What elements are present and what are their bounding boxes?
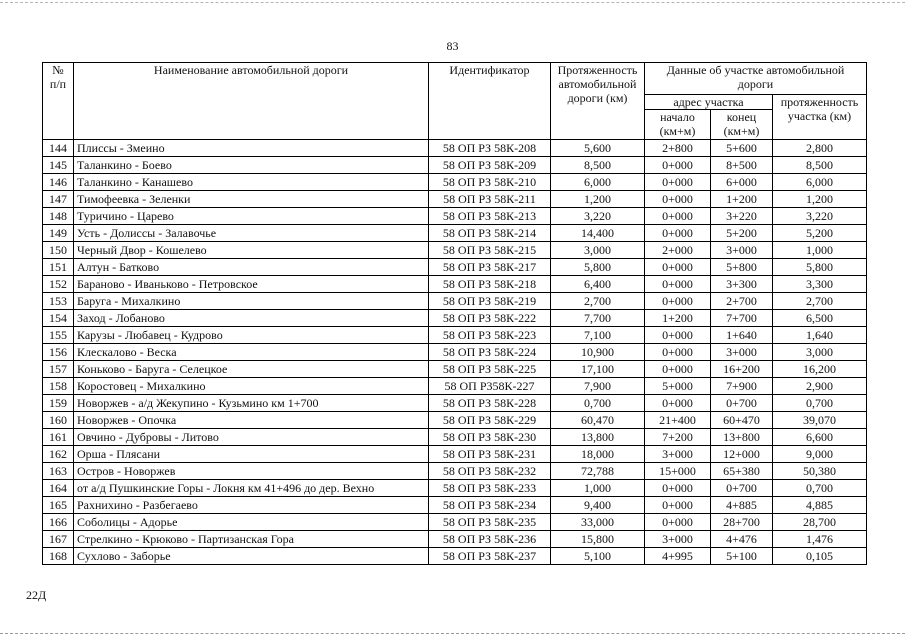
- cell-section-length: 2,700: [773, 293, 867, 310]
- cell-road-name: Плиссы - Змеино: [74, 140, 429, 157]
- cell-num: 163: [43, 463, 74, 480]
- cell-start: 0+000: [645, 293, 711, 310]
- cell-section-length: 6,000: [773, 174, 867, 191]
- cell-num: 158: [43, 378, 74, 395]
- cell-end: 3+300: [711, 276, 773, 293]
- cell-road-name: Заход - Лобаново: [74, 310, 429, 327]
- table-row: [43, 310, 867, 327]
- cell-identifier: 58 ОП РЗ 58К-217: [429, 259, 551, 276]
- scan-edge-top: [0, 2, 905, 3]
- cell-end: 3+220: [711, 208, 773, 225]
- cell-num: 155: [43, 327, 74, 344]
- table-row: [43, 412, 867, 429]
- cell-num: 148: [43, 208, 74, 225]
- cell-road-name: Коньково - Баруга - Селецкое: [74, 361, 429, 378]
- cell-road-name: Карузы - Любавец - Кудрово: [74, 327, 429, 344]
- cell-section-length: 6,500: [773, 310, 867, 327]
- cell-start: 0+000: [645, 327, 711, 344]
- cell-road-length: 2,700: [551, 293, 645, 310]
- cell-num: 164: [43, 480, 74, 497]
- cell-section-length: 1,200: [773, 191, 867, 208]
- cell-end: 16+200: [711, 361, 773, 378]
- table-row: [43, 463, 867, 480]
- cell-start: 0+000: [645, 191, 711, 208]
- cell-road-name: Баруга - Михалкино: [74, 293, 429, 310]
- table-body: [43, 140, 867, 565]
- cell-identifier: 58 ОП РЗ 58К-233: [429, 480, 551, 497]
- cell-start: 0+000: [645, 497, 711, 514]
- cell-end: 8+500: [711, 157, 773, 174]
- cell-identifier: 58 ОП РЗ 58К-208: [429, 140, 551, 157]
- footer-code: 22Д: [26, 588, 47, 602]
- cell-identifier: 58 ОП РЗ 58К-215: [429, 242, 551, 259]
- table-row: [43, 276, 867, 293]
- cell-start: 2+000: [645, 242, 711, 259]
- cell-num: 153: [43, 293, 74, 310]
- cell-end: 5+600: [711, 140, 773, 157]
- cell-num: 168: [43, 548, 74, 565]
- cell-end: 1+640: [711, 327, 773, 344]
- cell-section-length: 3,000: [773, 344, 867, 361]
- cell-road-length: 14,400: [551, 225, 645, 242]
- cell-num: 161: [43, 429, 74, 446]
- table-row: [43, 327, 867, 344]
- cell-end: 7+700: [711, 310, 773, 327]
- header-id: Идентификатор: [429, 63, 551, 140]
- cell-road-length: 72,788: [551, 463, 645, 480]
- table-row: [43, 531, 867, 548]
- cell-section-length: 0,105: [773, 548, 867, 565]
- cell-num: 165: [43, 497, 74, 514]
- cell-end: 12+000: [711, 446, 773, 463]
- cell-start: 3+000: [645, 446, 711, 463]
- cell-num: 162: [43, 446, 74, 463]
- cell-start: 0+000: [645, 514, 711, 531]
- cell-start: 0+000: [645, 344, 711, 361]
- table-row: [43, 395, 867, 412]
- cell-start: 0+000: [645, 480, 711, 497]
- cell-num: 146: [43, 174, 74, 191]
- cell-end: 3+000: [711, 344, 773, 361]
- table-row: [43, 514, 867, 531]
- cell-road-name: Рахнихино - Разбегаево: [74, 497, 429, 514]
- cell-end: 0+700: [711, 395, 773, 412]
- cell-road-length: 1,000: [551, 480, 645, 497]
- cell-start: 0+000: [645, 276, 711, 293]
- cell-road-length: 1,200: [551, 191, 645, 208]
- table-row: [43, 344, 867, 361]
- cell-start: 0+000: [645, 208, 711, 225]
- cell-section-length: 3,220: [773, 208, 867, 225]
- roads-table: [42, 62, 867, 565]
- cell-section-length: 4,885: [773, 497, 867, 514]
- cell-end: 1+200: [711, 191, 773, 208]
- header-length: Протяженность автомобильной дороги (км): [551, 63, 645, 140]
- cell-road-name: Новоржев - а/д Жекупино - Кузьмино км 1+700: [74, 395, 429, 412]
- cell-identifier: 58 ОП РЗ 58К-232: [429, 463, 551, 480]
- header-start: начало (км+м): [645, 110, 711, 140]
- cell-identifier: 58 ОП РЗ 58К-219: [429, 293, 551, 310]
- cell-road-length: 3,220: [551, 208, 645, 225]
- cell-road-length: 3,000: [551, 242, 645, 259]
- table-row: [43, 191, 867, 208]
- cell-road-name: Алтун - Батково: [74, 259, 429, 276]
- table-row: [43, 157, 867, 174]
- cell-num: 159: [43, 395, 74, 412]
- cell-num: 144: [43, 140, 74, 157]
- cell-identifier: 58 ОП РЗ 58К-210: [429, 174, 551, 191]
- table-row: [43, 480, 867, 497]
- cell-identifier: 58 ОП РЗ 58К-231: [429, 446, 551, 463]
- cell-num: 150: [43, 242, 74, 259]
- cell-num: 149: [43, 225, 74, 242]
- cell-identifier: 58 ОП РЗ 58К-229: [429, 412, 551, 429]
- cell-identifier: 58 ОП РЗ 58К-234: [429, 497, 551, 514]
- cell-identifier: 58 ОП РЗ 58К-209: [429, 157, 551, 174]
- cell-num: 151: [43, 259, 74, 276]
- scan-edge-bottom: [0, 633, 905, 634]
- cell-road-length: 10,900: [551, 344, 645, 361]
- cell-road-name: Туричино - Царево: [74, 208, 429, 225]
- table-row: [43, 548, 867, 565]
- cell-road-length: 13,800: [551, 429, 645, 446]
- header-name: Наименование автомобильной дороги: [74, 63, 429, 140]
- cell-end: 6+000: [711, 174, 773, 191]
- cell-section-length: 9,000: [773, 446, 867, 463]
- cell-identifier: 58 ОП РЗ 58К-225: [429, 361, 551, 378]
- cell-road-length: 33,000: [551, 514, 645, 531]
- cell-road-name: Стрелкино - Крюково - Партизанская Гора: [74, 531, 429, 548]
- cell-num: 156: [43, 344, 74, 361]
- header-num: № п/п: [43, 63, 74, 140]
- cell-road-name: Сухлово - Заборье: [74, 548, 429, 565]
- cell-road-name: Новоржев - Опочка: [74, 412, 429, 429]
- cell-road-name: Орша - Плясани: [74, 446, 429, 463]
- cell-road-name: Клескалово - Веска: [74, 344, 429, 361]
- cell-num: 145: [43, 157, 74, 174]
- cell-identifier: 58 ОП Р358К-227: [429, 378, 551, 395]
- cell-section-length: 2,800: [773, 140, 867, 157]
- cell-road-length: 6,400: [551, 276, 645, 293]
- cell-section-length: 50,380: [773, 463, 867, 480]
- header-address: адрес участка: [645, 95, 773, 110]
- page-number: 83: [446, 39, 459, 53]
- cell-identifier: 58 ОП РЗ 58К-236: [429, 531, 551, 548]
- cell-start: 15+000: [645, 463, 711, 480]
- cell-identifier: 58 ОП РЗ 58К-214: [429, 225, 551, 242]
- cell-start: 2+800: [645, 140, 711, 157]
- cell-start: 1+200: [645, 310, 711, 327]
- cell-section-length: 1,000: [773, 242, 867, 259]
- cell-start: 4+995: [645, 548, 711, 565]
- cell-section-length: 1,476: [773, 531, 867, 548]
- cell-end: 3+000: [711, 242, 773, 259]
- cell-road-length: 6,000: [551, 174, 645, 191]
- cell-road-length: 5,600: [551, 140, 645, 157]
- cell-section-length: 1,640: [773, 327, 867, 344]
- cell-identifier: 58 ОП РЗ 58К-223: [429, 327, 551, 344]
- cell-road-length: 7,700: [551, 310, 645, 327]
- cell-section-length: 0,700: [773, 480, 867, 497]
- table-row: [43, 378, 867, 395]
- cell-section-length: 8,500: [773, 157, 867, 174]
- table-row: [43, 259, 867, 276]
- cell-section-length: 28,700: [773, 514, 867, 531]
- cell-start: 3+000: [645, 531, 711, 548]
- cell-identifier: 58 ОП РЗ 58К-224: [429, 344, 551, 361]
- table-row: [43, 208, 867, 225]
- header-section: Данные об участке автомобильной дороги: [645, 63, 867, 95]
- table-row: [43, 225, 867, 242]
- cell-road-name: Черный Двор - Кошелево: [74, 242, 429, 259]
- cell-num: 166: [43, 514, 74, 531]
- cell-num: 147: [43, 191, 74, 208]
- cell-end: 5+100: [711, 548, 773, 565]
- cell-identifier: 58 ОП РЗ 58К-213: [429, 208, 551, 225]
- header-section-length: протяженность участка (км): [773, 95, 867, 140]
- table-row: [43, 293, 867, 310]
- table-row: [43, 497, 867, 514]
- cell-section-length: 16,200: [773, 361, 867, 378]
- cell-num: 160: [43, 412, 74, 429]
- cell-section-length: 39,070: [773, 412, 867, 429]
- cell-start: 0+000: [645, 395, 711, 412]
- cell-road-name: Бараново - Иваньково - Петровское: [74, 276, 429, 293]
- cell-road-name: Таланкино - Боево: [74, 157, 429, 174]
- table-row: [43, 361, 867, 378]
- cell-end: 2+700: [711, 293, 773, 310]
- cell-start: 21+400: [645, 412, 711, 429]
- cell-road-length: 5,800: [551, 259, 645, 276]
- cell-start: 0+000: [645, 225, 711, 242]
- cell-end: 0+700: [711, 480, 773, 497]
- cell-num: 154: [43, 310, 74, 327]
- table-row: [43, 429, 867, 446]
- cell-road-name: Тимофеевка - Зеленки: [74, 191, 429, 208]
- table-row: [43, 446, 867, 463]
- cell-start: 7+200: [645, 429, 711, 446]
- cell-num: 157: [43, 361, 74, 378]
- cell-end: 65+380: [711, 463, 773, 480]
- cell-section-length: 5,800: [773, 259, 867, 276]
- cell-identifier: 58 ОП РЗ 58К-235: [429, 514, 551, 531]
- cell-identifier: 58 ОП РЗ 58К-222: [429, 310, 551, 327]
- table-row: [43, 140, 867, 157]
- cell-section-length: 2,900: [773, 378, 867, 395]
- cell-identifier: 58 ОП РЗ 58К-218: [429, 276, 551, 293]
- cell-road-length: 9,400: [551, 497, 645, 514]
- cell-identifier: 58 ОП РЗ 58К-228: [429, 395, 551, 412]
- cell-section-length: 5,200: [773, 225, 867, 242]
- cell-start: 0+000: [645, 259, 711, 276]
- cell-start: 5+000: [645, 378, 711, 395]
- cell-road-length: 7,100: [551, 327, 645, 344]
- cell-road-name: Остров - Новоржев: [74, 463, 429, 480]
- header-end: конец (км+м): [711, 110, 773, 140]
- table-row: [43, 242, 867, 259]
- cell-num: 152: [43, 276, 74, 293]
- cell-road-length: 17,100: [551, 361, 645, 378]
- cell-road-length: 15,800: [551, 531, 645, 548]
- cell-num: 167: [43, 531, 74, 548]
- table-header: [43, 63, 867, 140]
- cell-road-length: 60,470: [551, 412, 645, 429]
- cell-identifier: 58 ОП РЗ 58К-237: [429, 548, 551, 565]
- cell-end: 5+800: [711, 259, 773, 276]
- cell-road-length: 7,900: [551, 378, 645, 395]
- cell-identifier: 58 ОП РЗ 58К-211: [429, 191, 551, 208]
- cell-end: 5+200: [711, 225, 773, 242]
- cell-end: 4+476: [711, 531, 773, 548]
- cell-road-name: Усть - Долиссы - Залавочье: [74, 225, 429, 242]
- cell-section-length: 3,300: [773, 276, 867, 293]
- cell-end: 4+885: [711, 497, 773, 514]
- cell-road-name: Овчино - Дубровы - Литово: [74, 429, 429, 446]
- cell-road-length: 18,000: [551, 446, 645, 463]
- cell-end: 13+800: [711, 429, 773, 446]
- cell-road-name: Коростовец - Михалкино: [74, 378, 429, 395]
- cell-road-name: Таланкино - Канашево: [74, 174, 429, 191]
- cell-road-name: от а/д Пушкинские Горы - Локня км 41+496 до дер. Вехно: [74, 480, 429, 497]
- cell-road-name: Соболицы - Адорье: [74, 514, 429, 531]
- cell-end: 7+900: [711, 378, 773, 395]
- cell-start: 0+000: [645, 157, 711, 174]
- cell-section-length: 0,700: [773, 395, 867, 412]
- cell-road-length: 8,500: [551, 157, 645, 174]
- cell-section-length: 6,600: [773, 429, 867, 446]
- cell-identifier: 58 ОП РЗ 58К-230: [429, 429, 551, 446]
- table-row: [43, 174, 867, 191]
- cell-road-length: 5,100: [551, 548, 645, 565]
- cell-end: 60+470: [711, 412, 773, 429]
- cell-start: 0+000: [645, 361, 711, 378]
- cell-road-length: 0,700: [551, 395, 645, 412]
- cell-start: 0+000: [645, 174, 711, 191]
- cell-end: 28+700: [711, 514, 773, 531]
